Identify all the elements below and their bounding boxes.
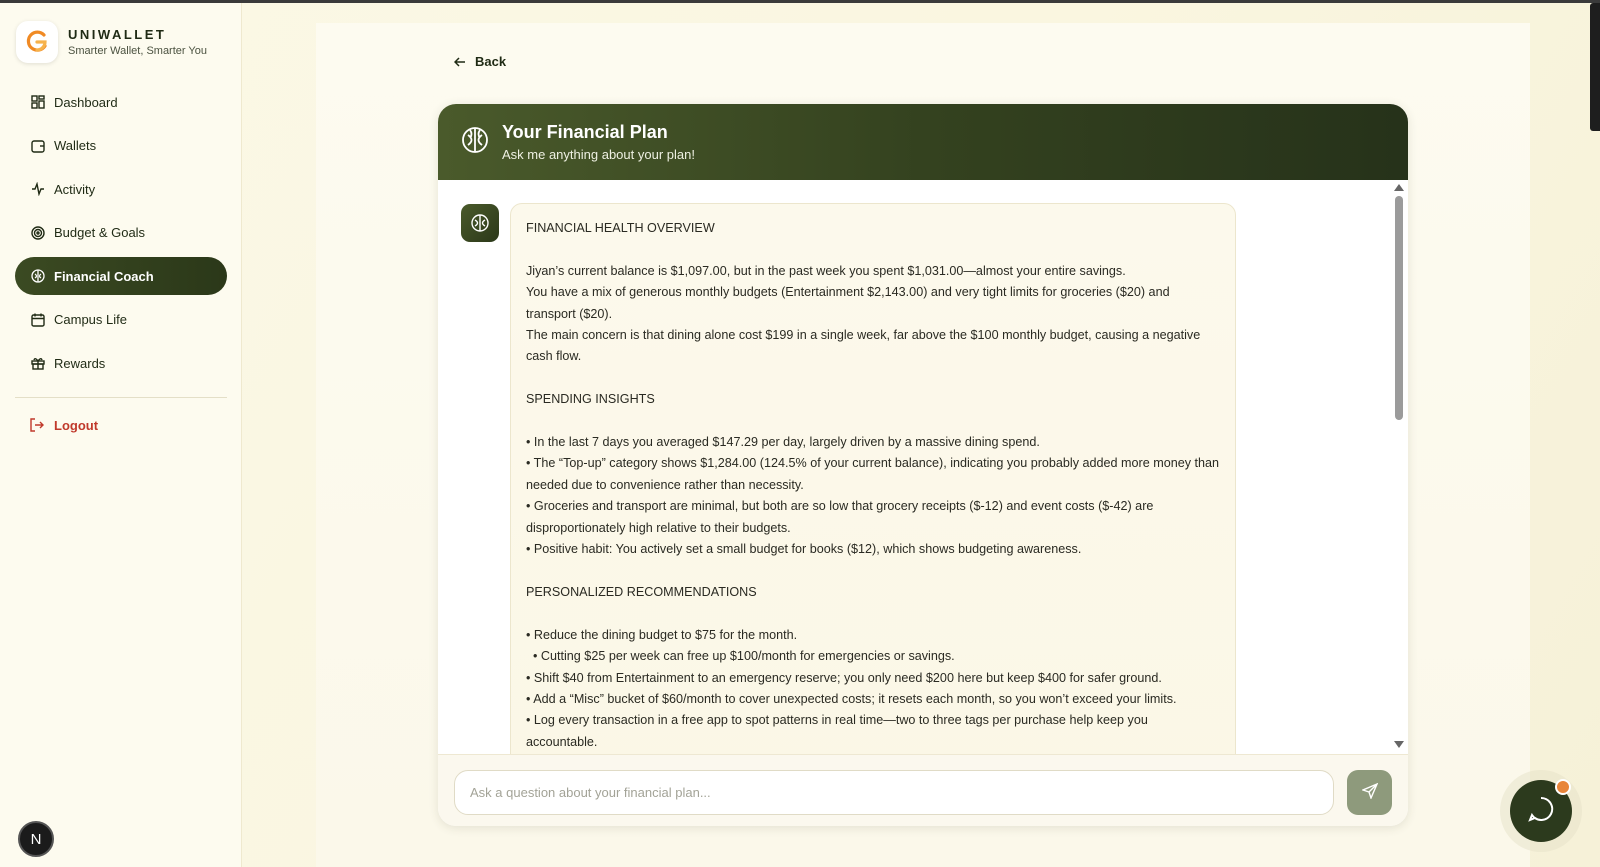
message-line: • Log every transaction in a free app to spot patterns in real time—two to three tags per purchase help keep you accountable. [526,713,1152,749]
send-button[interactable] [1347,770,1392,815]
gift-icon [30,355,46,371]
message-line: • Shift $40 from Entertainment to an emergency reserve; you only need $200 here but keep $400 for safer ground. [526,670,1162,685]
send-icon [1362,783,1378,802]
message-line: The main concern is that dining alone cost $199 in a single week, far above the $100 monthly budget, causing a negative cash flow. [526,328,1204,364]
logout-icon [30,417,46,433]
calendar-icon [30,312,46,328]
brand-tagline: Smarter Wallet, Smarter You [68,45,207,57]
sidebar-item-label: Rewards [54,355,106,371]
question-input[interactable] [454,770,1334,815]
target-icon [30,225,46,241]
bot-avatar [461,204,499,242]
financial-plan-chat-card [438,104,1408,826]
sidebar-item-label: Wallets [54,138,97,153]
sidebar [0,3,242,867]
back-label: Back [475,54,507,69]
message-line: • Add a “Misc” bucket of $60/month to cover unexpected costs; it resets each month, so you won’t exceed your limits. [526,691,1177,706]
arrow-left-icon [454,56,466,68]
notification-badge [1555,779,1571,795]
logout-label: Logout [54,417,99,433]
chat-messages[interactable] [438,180,1408,754]
chat-title: Your Financial Plan [502,122,668,142]
scroll-down-arrow-icon[interactable] [1394,741,1404,748]
sidebar-item-budget-goals[interactable] [15,214,227,252]
brand-name: UNIWALLET [68,27,167,42]
scroll-up-arrow-icon[interactable] [1394,184,1404,191]
brain-icon [460,125,490,160]
message-line [526,561,1220,582]
brain-icon [30,268,46,284]
chat-input-bar [438,754,1408,826]
sidebar-item-dashboard[interactable] [15,83,227,121]
activity-icon [30,181,46,197]
sidebar-nav [15,83,227,388]
chat-scrollbar[interactable] [1390,180,1408,754]
sidebar-item-activity[interactable] [15,170,227,208]
sidebar-item-financial-coach[interactable] [15,257,227,295]
sidebar-item-label: Campus Life [54,312,127,327]
logout-button[interactable] [15,406,227,444]
sidebar-item-rewards[interactable] [15,344,227,382]
message-line [526,368,1220,389]
sidebar-item-wallets[interactable] [15,127,227,165]
sidebar-item-label: Financial Coach [54,268,154,284]
message-line: SPENDING INSIGHTS [526,392,655,407]
message-line: • Positive habit: You actively set a small budget for books ($12), which shows budgeting awareness. [526,542,1082,557]
message-line: FINANCIAL HEALTH OVERVIEW [526,221,715,235]
chat-bubble-icon [1527,795,1555,828]
avatar[interactable]: N [18,821,54,857]
message-line [526,239,1220,260]
scroll-thumb[interactable] [1395,196,1403,420]
dashboard-icon [30,94,46,110]
message-line: PERSONALIZED RECOMMENDATIONS [526,584,757,599]
uniwallet-logo-icon [16,21,58,63]
brand [16,21,207,63]
message-line: • Groceries and transport are minimal, but both are so low that grocery receipts ($-12) and event costs ($-42) are disproportionately high relative to their budgets. [526,499,1157,535]
message-line: • In the last 7 days you averaged $147.29 per day, largely driven by a massive dining spend. [526,435,1040,450]
browser-extension-strip[interactable] [1590,3,1600,131]
sidebar-divider [15,397,227,398]
message-line: You have a mix of generous monthly budgets (Entertainment $2,143.00) and very tight limits for groceries ($20) and transport ($20). [526,285,1174,321]
message-line: • The “Top-up” category shows $1,284.00 (124.5% of your current balance), indicating you probably added more money than needed due to convenience rather than necessity. [526,456,1223,492]
back-button[interactable] [454,54,506,69]
sidebar-item-label: Dashboard [54,94,118,110]
message-line [526,411,1220,432]
chat-subtitle: Ask me anything about your plan! [502,147,695,162]
message-line [526,603,1220,624]
message-line: Jiyan’s current balance is $1,097.00, but in the past week you spent $1,031.00—almost your entire savings. [526,263,1126,278]
message-line: • Reduce the dining budget to $75 for the month. [526,627,798,642]
bot-message [510,203,1236,754]
chat-header [438,104,1408,180]
sidebar-item-label: Budget & Goals [54,225,146,240]
wallet-icon [30,138,46,154]
sidebar-item-campus-life[interactable] [15,301,227,339]
sidebar-item-label: Activity [54,181,96,197]
message-line: • Cutting $25 per week can free up $100/month for emergencies or savings. [526,649,955,664]
